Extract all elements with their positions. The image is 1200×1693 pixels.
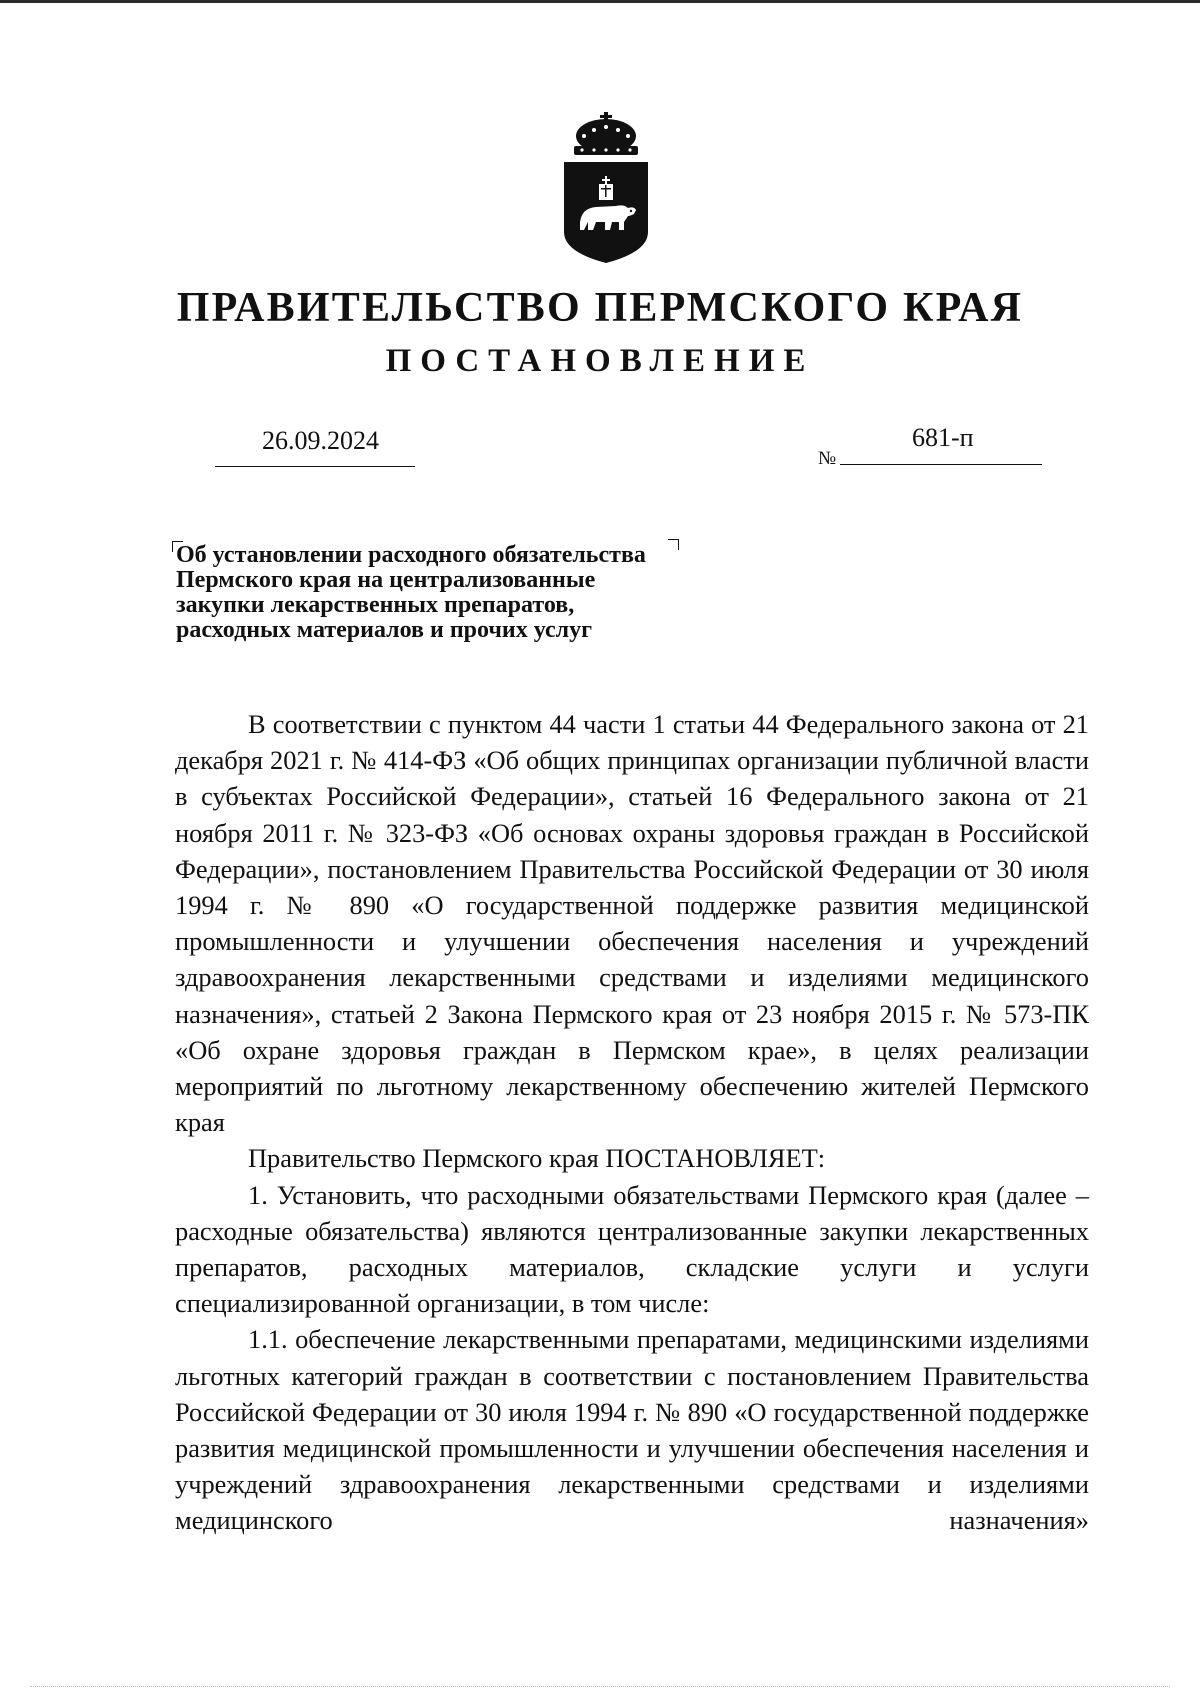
number-sign: № <box>818 448 837 469</box>
coat-of-arms-icon <box>560 112 652 264</box>
subject-line: Пермского края на централизованные <box>176 567 596 593</box>
date-underline <box>215 466 415 467</box>
subject-line: Об установлении расходного обязательства <box>176 542 646 568</box>
document-body <box>175 706 1089 1539</box>
item-1-1-paragraph: 1.1. обеспечение лекарственными препаратами, медицинскими изделиями льготных категорий граждан в соответствии с постановлением Правительства Российской Федерации от 30 июля 1994 г. № 890 «О государственной поддержке развития медицинской промышленности и улучшении обеспечения населения и учреждений здравоохранения лекарственными средствами и изделиями медицинского назначения» <box>175 1324 1089 1536</box>
item-1-paragraph: 1. Установить, что расходными обязательствами Пермского края (далее – расходные обязательства) являются централизованные закупки лекарственных препаратов, расходных материалов, складские услуги и услуги специализированной организации, в том числе: <box>175 1179 1089 1319</box>
subject-line: расходных материалов и прочих услуг <box>176 617 593 643</box>
scan-top-edge <box>0 0 1200 3</box>
document-subject <box>176 543 796 643</box>
document-number: 681-п <box>912 423 974 452</box>
preamble-paragraph: В соответствии с пунктом 44 части 1 статьи 44 Федерального закона от 21 декабря 2021 г. № 414-ФЗ «Об общих принципах организации публичной власти в субъектах Российской Федерации», статьей 16 Федерального закона от 21 ноября 2011 г. № 323-ФЗ «Об основах охраны здоровья граждан в Российской Федерации», постановлением Правительства Российской Федерации от 30 июля 1994 г. № 890 «О государственной поддержке развития медицинской промышленности и улучшении обеспечения населения и учреждений здравоохранения лекарственными средствами и изделиями медицинского назначения», статьей 2 Закона Пермского края от 23 ноября 2015 г. № 573-ПК «Об охране здоровья граждан в Пермском крае», в целях реализации мероприятий по льготному лекарственному обеспечению жителей Пермского края <box>175 709 1089 1138</box>
scan-bottom-edge <box>30 1686 1170 1687</box>
document-type: ПОСТАНОВЛЕНИЕ <box>385 343 815 379</box>
organization-title: ПРАВИТЕЛЬСТВО ПЕРМСКОГО КРАЯ <box>176 285 1024 331</box>
resolution-paragraph: Правительство Пермского края ПОСТАНОВЛЯЕТ: <box>248 1143 826 1174</box>
document-date: 26.09.2024 <box>262 426 379 455</box>
subject-line: закупки лекарственных препаратов, <box>176 592 575 618</box>
number-underline <box>840 464 1042 465</box>
